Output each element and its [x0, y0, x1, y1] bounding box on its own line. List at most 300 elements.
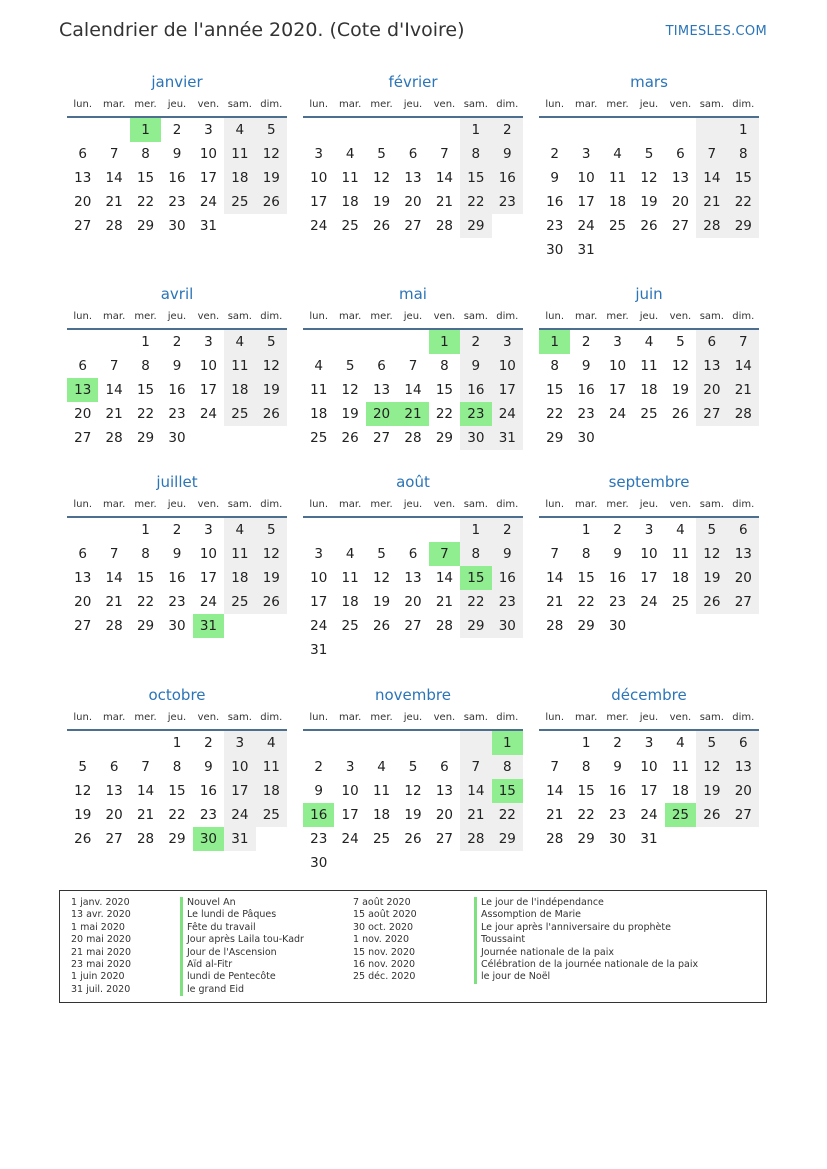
day-cell: 5	[345, 358, 355, 374]
weekday-label: jeu.	[403, 99, 423, 110]
weekday-label: dim.	[496, 311, 519, 322]
weekday-label: lun.	[309, 499, 329, 510]
day-cell: 22	[136, 594, 155, 610]
day-cell: 8	[460, 542, 491, 566]
day-grid	[539, 330, 759, 450]
empty-day-cell	[366, 731, 397, 755]
weekday-label: sam.	[699, 499, 724, 510]
day-cell: 30	[168, 618, 186, 634]
day-cell: 26	[404, 831, 422, 847]
weekday-label: mar.	[339, 712, 362, 723]
day-cell: 19	[372, 194, 391, 210]
day-cell: 30	[492, 614, 523, 638]
day-cell: 13	[74, 170, 92, 186]
empty-day-cell	[67, 118, 98, 142]
day-cell: 4	[345, 146, 355, 162]
day-cell: 16	[168, 570, 186, 586]
day-cell: 9	[492, 142, 523, 166]
day-cell: 2	[613, 735, 622, 751]
day-cell: 13	[435, 783, 454, 799]
holiday-date: 31 juil. 2020	[71, 983, 131, 995]
day-cell: 18	[608, 194, 627, 210]
weekday-label: mer.	[606, 499, 629, 510]
empty-day-cell	[334, 118, 365, 142]
day-cell: 15	[577, 570, 595, 586]
day-cell: 6	[728, 518, 759, 542]
weekday-label: lun.	[73, 499, 93, 510]
day-cell: 17	[224, 779, 255, 803]
weekday-label: ven.	[433, 99, 456, 110]
day-cell: 6	[377, 358, 386, 374]
day-cell: 7	[550, 546, 559, 562]
day-cell: 29	[168, 831, 186, 847]
day-cell: 7	[109, 546, 119, 562]
day-cell: 28	[105, 430, 123, 446]
weekday-label: dim.	[732, 499, 755, 510]
weekday-label: jeu.	[639, 99, 659, 110]
weekday-label: mer.	[370, 311, 393, 322]
holiday-date: 1 juin 2020	[71, 971, 125, 983]
day-cell: 9	[581, 358, 591, 374]
day-cell: 12	[256, 142, 287, 166]
day-cell: 5	[78, 759, 87, 775]
weekday-label: ven.	[433, 499, 456, 510]
weekday-label: ven.	[197, 712, 220, 723]
day-cell: 21	[105, 406, 123, 422]
weekday-header	[539, 94, 759, 118]
day-cell: 23	[199, 807, 218, 823]
holiday-day-cell: 1	[539, 330, 570, 354]
day-cell: 8	[728, 142, 759, 166]
day-cell: 16	[608, 783, 627, 799]
day-cell: 23	[492, 190, 523, 214]
day-cell: 2	[172, 522, 182, 538]
day-cell: 3	[314, 146, 323, 162]
empty-day-cell	[98, 518, 129, 542]
weekday-label: jeu.	[403, 311, 423, 322]
day-cell: 19	[256, 566, 287, 590]
day-cell: 5	[377, 546, 386, 562]
day-cell: 6	[109, 759, 119, 775]
holiday-name: Jour de l'Ascension	[180, 947, 304, 959]
day-cell: 19	[74, 807, 92, 823]
day-cell: 14	[105, 570, 123, 586]
day-cell: 21	[105, 194, 123, 210]
empty-day-cell	[334, 731, 365, 755]
day-cell: 27	[728, 590, 759, 614]
day-cell: 24	[640, 594, 658, 610]
empty-day-cell	[366, 118, 397, 142]
day-cell: 20	[74, 406, 92, 422]
day-cell: 13	[728, 542, 759, 566]
day-cell: 10	[224, 755, 255, 779]
day-cell: 15	[435, 382, 454, 398]
day-cell: 2	[172, 122, 182, 138]
day-cell: 21	[696, 190, 727, 214]
day-cell: 28	[435, 618, 454, 634]
day-cell: 11	[224, 142, 255, 166]
day-cell: 24	[310, 618, 328, 634]
holiday-date: 1 janv. 2020	[71, 897, 130, 908]
day-cell: 24	[199, 406, 218, 422]
day-cell: 10	[640, 759, 658, 775]
day-cell: 28	[728, 402, 759, 426]
empty-day-cell	[397, 118, 428, 142]
day-cell: 30	[168, 430, 186, 446]
day-cell: 12	[341, 382, 359, 398]
day-cell: 18	[224, 378, 255, 402]
day-cell: 4	[613, 146, 622, 162]
holiday-name: Jour après Laila tou-Kadr	[180, 934, 304, 946]
weekday-label: jeu.	[167, 499, 187, 510]
day-cell: 1	[141, 334, 150, 350]
day-cell: 8	[141, 546, 150, 562]
weekday-label: jeu.	[403, 499, 423, 510]
day-cell: 2	[581, 334, 591, 350]
day-grid	[539, 518, 759, 638]
weekday-label: jeu.	[167, 99, 187, 110]
weekday-label: lun.	[545, 712, 565, 723]
weekday-label: sam.	[463, 712, 488, 723]
weekday-label: dim.	[496, 499, 519, 510]
weekday-header	[303, 707, 523, 731]
day-cell: 23	[608, 807, 627, 823]
holiday-day-cell: 23	[460, 402, 491, 426]
weekday-label: lun.	[545, 499, 565, 510]
day-cell: 28	[105, 618, 123, 634]
holiday-date: 21 mai 2020	[71, 946, 132, 958]
day-cell: 23	[546, 218, 564, 234]
day-grid	[303, 118, 523, 238]
day-cell: 4	[224, 330, 255, 354]
day-cell: 18	[640, 382, 658, 398]
day-cell: 20	[728, 779, 759, 803]
empty-day-cell	[303, 330, 334, 354]
day-cell: 26	[256, 190, 287, 214]
day-cell: 11	[671, 759, 690, 775]
day-cell: 12	[404, 783, 422, 799]
day-cell: 23	[168, 594, 186, 610]
weekday-label: mar.	[103, 99, 126, 110]
day-cell: 3	[581, 146, 591, 162]
holiday-date: 25 déc. 2020	[353, 971, 416, 983]
holiday-name: Assomption de Marie	[474, 909, 698, 921]
day-cell: 19	[372, 594, 391, 610]
empty-day-cell	[696, 118, 727, 142]
weekday-label: dim.	[496, 99, 519, 110]
month-11	[539, 683, 759, 883]
day-cell: 5	[408, 759, 418, 775]
day-cell: 18	[671, 783, 690, 799]
weekday-label: jeu.	[639, 499, 659, 510]
month-name: septembre	[608, 473, 690, 491]
empty-day-cell	[539, 731, 570, 755]
day-cell: 30	[608, 831, 627, 847]
day-cell: 10	[492, 354, 523, 378]
month-name: juillet	[156, 473, 198, 491]
day-cell: 13	[74, 570, 92, 586]
day-cell: 22	[728, 190, 759, 214]
weekday-label: sam.	[463, 99, 488, 110]
weekday-label: sam.	[699, 311, 724, 322]
day-cell: 7	[696, 142, 727, 166]
day-cell: 10	[310, 570, 328, 586]
weekday-label: mer.	[134, 712, 157, 723]
day-cell: 11	[372, 783, 391, 799]
day-cell: 10	[199, 358, 218, 374]
day-cell: 10	[577, 170, 595, 186]
day-cell: 2	[172, 334, 182, 350]
holiday-name: le grand Eid	[180, 984, 304, 996]
day-cell: 30	[608, 618, 627, 634]
day-cell: 8	[141, 146, 150, 162]
day-cell: 14	[546, 783, 564, 799]
holiday-date: 1 mai 2020	[71, 921, 125, 933]
day-cell: 9	[613, 759, 622, 775]
day-grid	[67, 330, 287, 450]
weekday-label: mar.	[575, 311, 598, 322]
day-cell: 15	[136, 382, 155, 398]
day-cell: 27	[671, 218, 690, 234]
month-0	[67, 70, 287, 282]
day-cell: 9	[550, 170, 559, 186]
month-1	[303, 70, 523, 282]
day-cell: 5	[377, 146, 386, 162]
day-cell: 19	[640, 194, 658, 210]
day-cell: 24	[199, 194, 218, 210]
holiday-dates-left	[71, 897, 131, 996]
day-cell: 14	[404, 382, 422, 398]
day-cell: 16	[199, 783, 218, 799]
empty-day-cell	[397, 518, 428, 542]
month-name: février	[388, 73, 438, 91]
day-cell: 6	[728, 731, 759, 755]
day-cell: 12	[696, 542, 727, 566]
site-logo[interactable]: TIMESLES.COM	[665, 24, 767, 39]
month-5	[539, 282, 759, 470]
day-cell: 15	[136, 570, 155, 586]
day-cell: 18	[256, 779, 287, 803]
weekday-label: dim.	[260, 712, 283, 723]
day-cell: 26	[640, 218, 658, 234]
weekday-label: jeu.	[167, 311, 187, 322]
weekday-label: mer.	[134, 499, 157, 510]
day-cell: 27	[435, 831, 454, 847]
day-cell: 18	[671, 570, 690, 586]
day-cell: 13	[671, 170, 690, 186]
day-cell: 4	[676, 522, 685, 538]
day-cell: 8	[172, 759, 182, 775]
day-cell: 10	[199, 146, 218, 162]
day-cell: 5	[696, 518, 727, 542]
weekday-label: ven.	[197, 499, 220, 510]
weekday-label: jeu.	[403, 712, 423, 723]
day-cell: 1	[172, 735, 182, 751]
day-cell: 14	[460, 779, 491, 803]
day-cell: 3	[224, 731, 255, 755]
day-cell: 12	[256, 542, 287, 566]
day-cell: 19	[696, 566, 727, 590]
empty-day-cell	[665, 118, 696, 142]
day-cell: 25	[224, 590, 255, 614]
holiday-day-cell: 1	[429, 330, 460, 354]
weekday-label: mar.	[575, 499, 598, 510]
day-cell: 17	[492, 378, 523, 402]
day-cell: 12	[640, 170, 658, 186]
day-cell: 17	[640, 570, 658, 586]
day-cell: 27	[74, 618, 92, 634]
day-cell: 4	[256, 731, 287, 755]
day-cell: 20	[74, 194, 92, 210]
weekday-label: sam.	[463, 499, 488, 510]
month-8	[539, 470, 759, 683]
empty-day-cell	[602, 118, 633, 142]
day-cell: 19	[256, 166, 287, 190]
day-cell: 4	[224, 518, 255, 542]
weekday-label: dim.	[732, 311, 755, 322]
day-cell: 19	[671, 382, 690, 398]
weekday-label: ven.	[669, 499, 692, 510]
holiday-date: 20 mai 2020	[71, 934, 132, 946]
day-cell: 27	[404, 618, 422, 634]
day-cell: 8	[141, 358, 150, 374]
day-cell: 7	[460, 755, 491, 779]
day-cell: 31	[199, 218, 218, 234]
months-grid	[67, 70, 759, 883]
day-cell: 9	[172, 146, 182, 162]
day-cell: 29	[136, 430, 155, 446]
empty-day-cell	[130, 731, 161, 755]
weekday-label: mar.	[103, 311, 126, 322]
day-cell: 2	[204, 735, 213, 751]
day-cell: 6	[78, 358, 87, 374]
day-cell: 31	[577, 242, 595, 258]
day-cell: 8	[492, 755, 523, 779]
weekday-label: ven.	[669, 311, 692, 322]
holiday-day-cell: 21	[397, 402, 428, 426]
holiday-date: 30 oct. 2020	[353, 921, 414, 933]
day-cell: 14	[105, 382, 123, 398]
weekday-label: sam.	[227, 499, 252, 510]
day-cell: 9	[492, 542, 523, 566]
day-cell: 6	[408, 546, 418, 562]
day-cell: 2	[492, 518, 523, 542]
holiday-name: Journée nationale de la paix	[474, 947, 698, 959]
day-cell: 11	[671, 546, 690, 562]
holiday-date: 16 nov. 2020	[353, 958, 416, 970]
day-cell: 13	[696, 354, 727, 378]
day-cell: 15	[136, 170, 155, 186]
day-cell: 21	[460, 803, 491, 827]
holiday-date: 23 mai 2020	[71, 958, 132, 970]
day-cell: 4	[224, 118, 255, 142]
day-cell: 20	[435, 807, 454, 823]
empty-day-cell	[366, 518, 397, 542]
day-cell: 5	[256, 330, 287, 354]
weekday-label: jeu.	[639, 311, 659, 322]
weekday-label: mar.	[575, 99, 598, 110]
weekday-label: lun.	[545, 311, 565, 322]
day-cell: 29	[435, 430, 454, 446]
weekday-label: mer.	[134, 99, 157, 110]
day-cell: 31	[492, 426, 523, 450]
empty-day-cell	[98, 330, 129, 354]
month-7	[303, 470, 523, 683]
day-cell: 26	[372, 218, 391, 234]
day-cell: 19	[341, 406, 359, 422]
holiday-day-cell: 1	[130, 118, 161, 142]
day-cell: 17	[199, 170, 218, 186]
day-cell: 27	[404, 218, 422, 234]
day-cell: 12	[256, 354, 287, 378]
day-cell: 9	[172, 546, 182, 562]
day-cell: 29	[136, 618, 155, 634]
day-cell: 7	[550, 759, 559, 775]
weekday-label: mar.	[575, 712, 598, 723]
day-grid	[67, 118, 287, 238]
weekday-label: ven.	[433, 712, 456, 723]
weekday-label: mer.	[370, 499, 393, 510]
day-cell: 28	[546, 618, 564, 634]
day-cell: 25	[372, 831, 391, 847]
day-grid	[67, 731, 287, 851]
day-cell: 27	[74, 430, 92, 446]
day-cell: 14	[435, 570, 454, 586]
day-cell: 31	[640, 831, 658, 847]
day-cell: 30	[168, 218, 186, 234]
day-cell: 25	[310, 430, 328, 446]
weekday-header	[67, 707, 287, 731]
holiday-names-left	[180, 897, 304, 996]
day-cell: 13	[404, 570, 422, 586]
day-cell: 6	[440, 759, 449, 775]
weekday-header	[303, 306, 523, 330]
day-cell: 20	[404, 594, 422, 610]
empty-day-cell	[429, 518, 460, 542]
day-cell: 7	[141, 759, 150, 775]
day-cell: 11	[224, 354, 255, 378]
day-cell: 30	[577, 430, 595, 446]
day-cell: 8	[581, 759, 591, 775]
day-cell: 15	[460, 166, 491, 190]
day-cell: 10	[199, 546, 218, 562]
day-cell: 8	[581, 546, 591, 562]
day-cell: 23	[492, 590, 523, 614]
day-grid	[539, 118, 759, 262]
day-cell: 14	[105, 170, 123, 186]
weekday-label: mer.	[606, 311, 629, 322]
empty-day-cell	[67, 518, 98, 542]
day-cell: 11	[256, 755, 287, 779]
day-cell: 29	[577, 831, 595, 847]
day-cell: 24	[577, 218, 595, 234]
day-grid	[303, 731, 523, 875]
day-cell: 2	[613, 522, 622, 538]
day-cell: 20	[696, 378, 727, 402]
weekday-label: jeu.	[167, 712, 187, 723]
day-grid	[303, 330, 523, 450]
empty-day-cell	[67, 731, 98, 755]
day-cell: 9	[613, 546, 622, 562]
day-cell: 1	[728, 118, 759, 142]
holiday-name: Nouvel An	[180, 897, 304, 909]
day-cell: 2	[550, 146, 559, 162]
month-6	[67, 470, 287, 683]
day-cell: 28	[404, 430, 422, 446]
day-cell: 3	[204, 334, 213, 350]
weekday-header	[67, 306, 287, 330]
day-cell: 17	[310, 194, 328, 210]
